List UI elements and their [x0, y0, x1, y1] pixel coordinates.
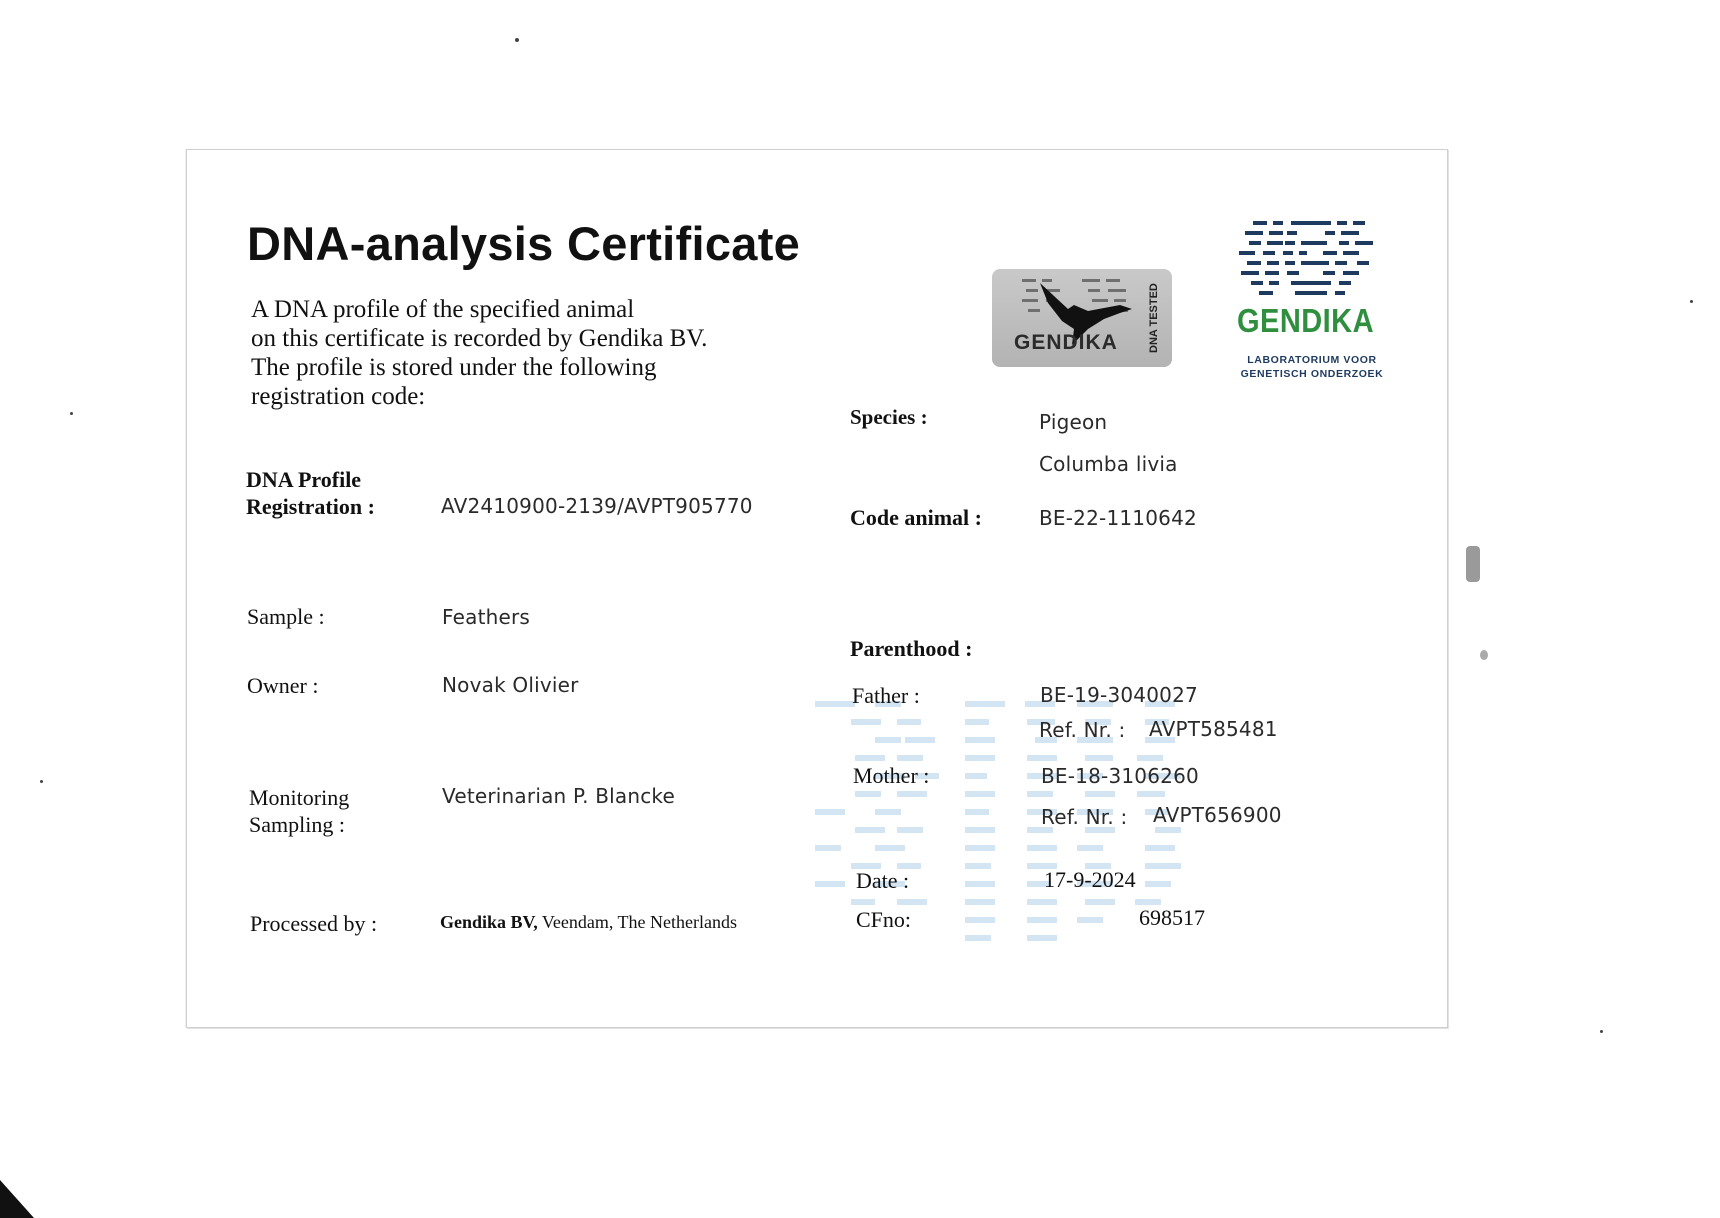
father-ref-value: AVPT585481 [1149, 717, 1278, 741]
intro-line: registration code: [251, 383, 426, 410]
date-value: 17-9-2024 [1044, 867, 1136, 892]
processed-company: Gendika BV, [440, 912, 538, 932]
scan-speck [1466, 546, 1480, 582]
mother-ref-label: Ref. Nr. : [1041, 805, 1128, 829]
dna-profile-value: AV2410900-2139/AVPT905770 [441, 494, 753, 518]
processed-label: Processed by : [250, 911, 378, 936]
monitoring-label-line: Monitoring [249, 785, 350, 810]
species-latin-value: Columba livia [1039, 452, 1178, 476]
scan-speck [515, 38, 519, 42]
brand-subtitle-line: GENETISCH ONDERZOEK [1240, 368, 1384, 380]
intro-line: on this certificate is recorded by Gendika BV. [251, 325, 708, 352]
father-ref-label: Ref. Nr. : [1039, 718, 1126, 742]
scan-speck [40, 780, 43, 783]
brand-subtitle-line: LABORATORIUM VOOR [1247, 354, 1377, 366]
scan-speck [70, 412, 73, 415]
certificate-title: DNA-analysis Certificate [247, 217, 801, 270]
monitoring-label-line: Sampling : [249, 812, 345, 837]
dna-profile-label-line: Registration : [246, 494, 375, 519]
scan-corner-shadow [0, 1180, 34, 1218]
father-value: BE-19-3040027 [1040, 683, 1198, 707]
monitoring-value: Veterinarian P. Blancke [442, 784, 675, 808]
scan-speck [1690, 300, 1693, 303]
species-common-value: Pigeon [1039, 410, 1108, 434]
processed-location: Veendam, The Netherlands [541, 912, 738, 932]
mother-ref-value: AVPT656900 [1153, 803, 1282, 827]
code-animal-value: BE-22-1110642 [1039, 506, 1197, 530]
father-label: Father : [852, 683, 920, 708]
owner-value: Novak Olivier [442, 673, 579, 697]
certificate-card [186, 149, 1448, 1028]
code-animal-label: Code animal : [850, 505, 982, 530]
mother-label: Mother : [853, 763, 930, 788]
dna-tested-seal [992, 269, 1172, 367]
mother-value: BE-18-3106260 [1041, 764, 1199, 788]
intro-text [251, 295, 707, 411]
dna-profile-label-line: DNA Profile [246, 467, 362, 492]
seal-brand-text: GENDIKA [1014, 331, 1118, 354]
cfno-label: CFno: [856, 907, 912, 932]
gendika-brand-subtitle [1237, 353, 1387, 381]
sample-value: Feathers [442, 605, 531, 629]
intro-line: The profile is stored under the following [251, 354, 657, 381]
owner-label: Owner : [247, 673, 319, 698]
date-label: Date : [856, 868, 910, 893]
species-label: Species : [850, 405, 928, 429]
gendika-logo-icon [1239, 219, 1377, 297]
processed-value [440, 912, 737, 933]
monitoring-label [249, 784, 349, 838]
gendika-brand-name: GENDIKA [1237, 302, 1375, 339]
dna-profile-label [246, 466, 375, 520]
sample-label: Sample : [247, 604, 325, 629]
scan-speck [1600, 1030, 1603, 1033]
cfno-value: 698517 [1139, 905, 1205, 930]
parenthood-label: Parenthood : [850, 636, 973, 661]
seal-side-text: DNA TESTED [1148, 283, 1160, 353]
intro-line: A DNA profile of the specified animal [251, 296, 635, 323]
scan-speck [1480, 650, 1488, 660]
